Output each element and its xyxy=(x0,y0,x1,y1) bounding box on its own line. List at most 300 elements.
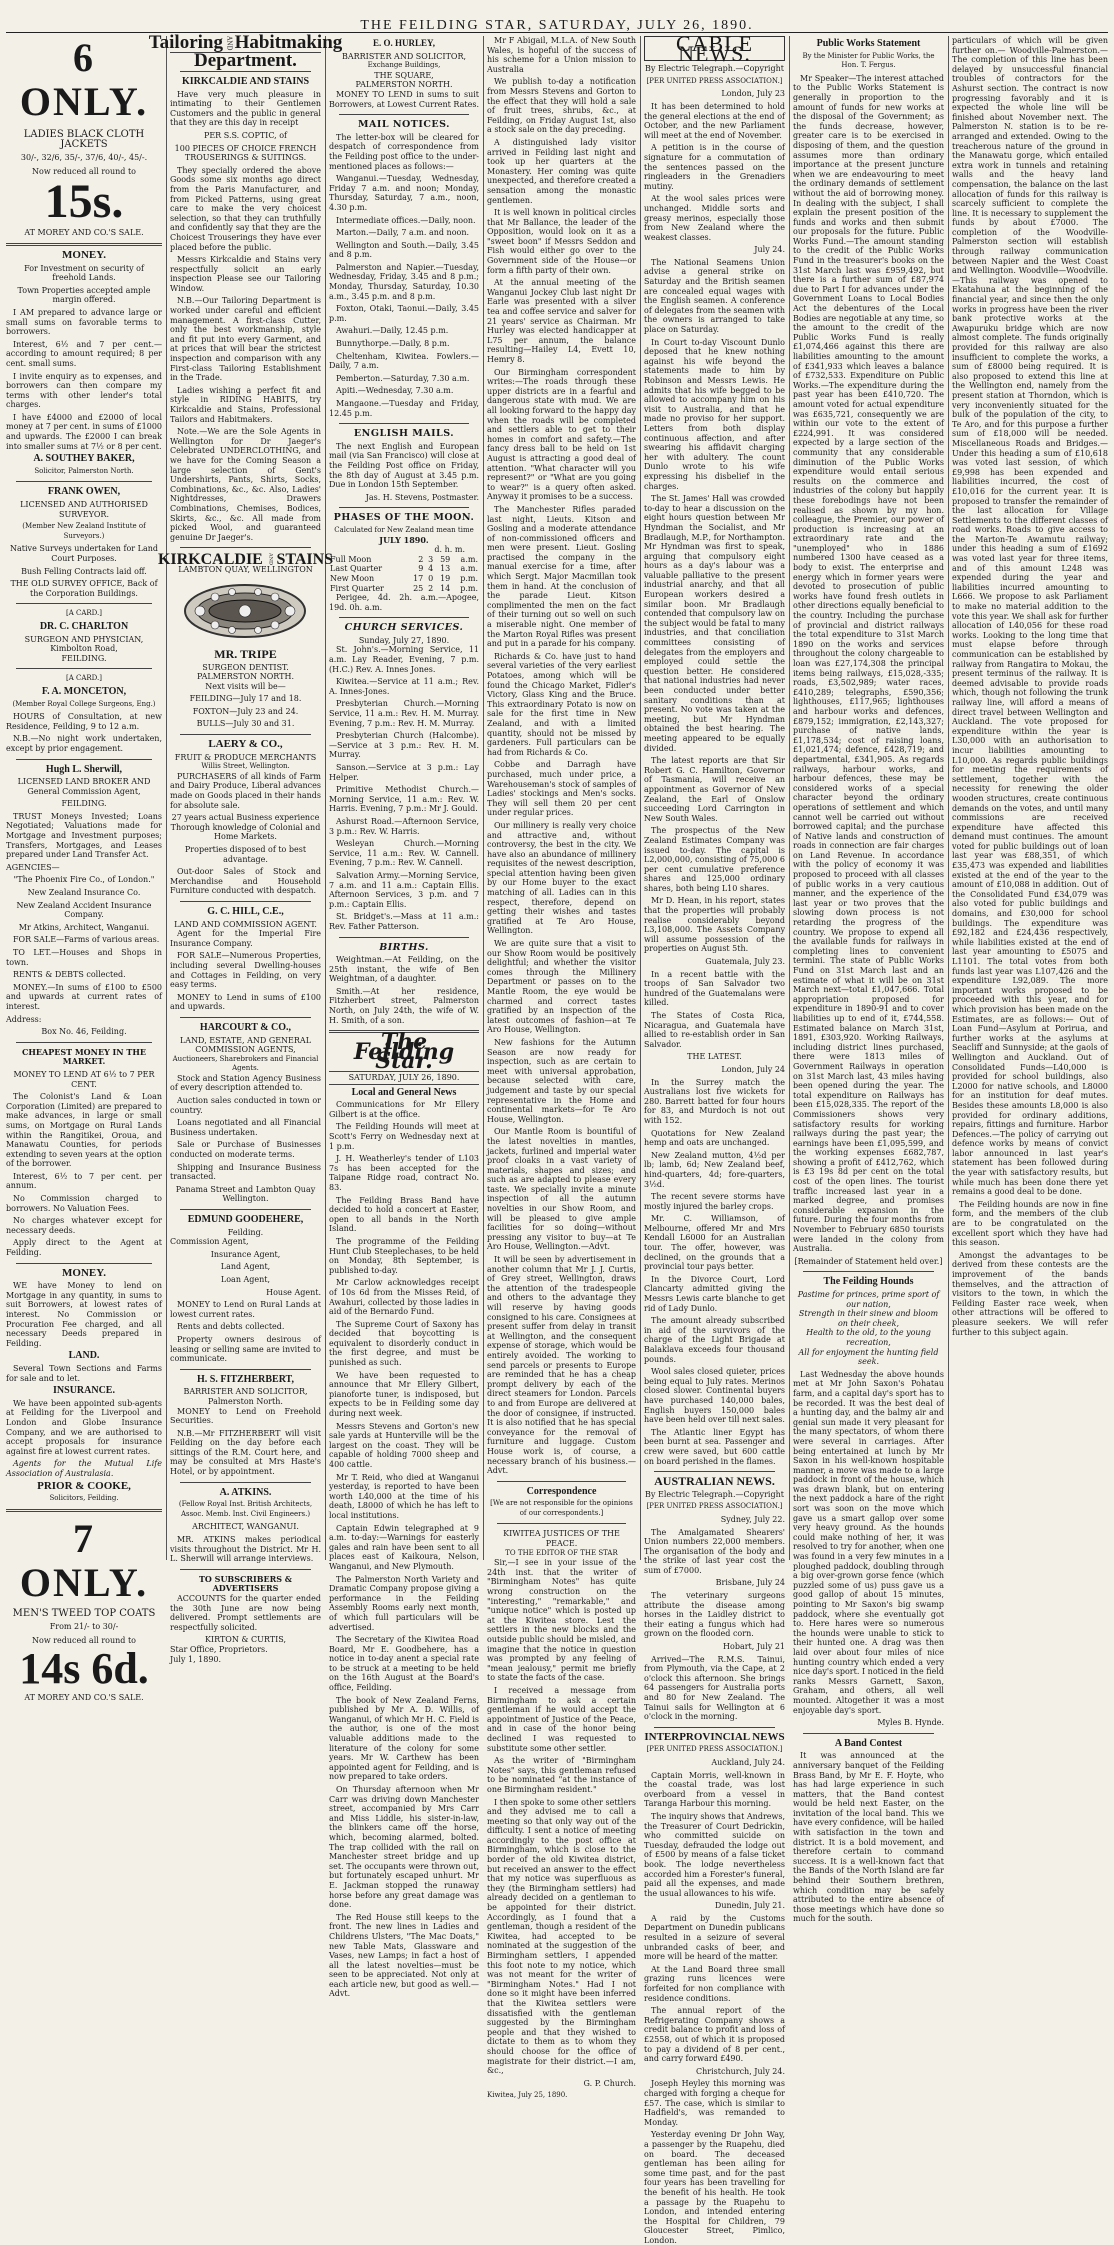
text: N.B.—Mr FITZHERBERT will visit Feilding on the day before each sittings of the R.M. Court here, and may be consulted at Mrs Haste's Hotel, or by appointment. xyxy=(170,1428,321,1477)
poem-line: Strength in their sinew and bloom on their cheek, xyxy=(798,1309,939,1328)
text: The Feilding hounds are now in fine form, and the members of the club are to be congratulated on the excellent sport which they have had this season. xyxy=(952,1199,1108,1248)
moon-phase-cell: 2 xyxy=(428,583,434,593)
text: We publish to-day a notification from Messrs Stevens and Gorton to the effect that they will hold a sale of fruit trees, shrubs, &c., at Feilding, on Friday August 1st, also a stock sale on the day preceding. xyxy=(487,77,636,135)
text: LICENSED LAND BROKER AND General Commission Agent, xyxy=(17,777,151,796)
text: Weightman.—At Feilding, on the 25th instant, the wife of Ben Weightman, of a daughter. xyxy=(329,955,479,984)
ad-price: 14s 6d. xyxy=(19,1644,149,1694)
text: SURGEON AND PHYSICIAN, xyxy=(24,634,144,644)
text: Communications for Mr Ellery Gilbert is at the office. xyxy=(329,1100,479,1119)
heading: MONEY. xyxy=(62,1266,106,1279)
dateline: London, July 24 xyxy=(721,1064,785,1074)
advertiser-name: KIRKCALDIE AND STAINS xyxy=(181,76,310,87)
text: TO THE EDITOR OF THE STAR xyxy=(505,1548,618,1557)
text: "The Phoenix Fire Co., of London." xyxy=(13,875,155,885)
text: LAMBTON QUAY, WELLINGTON xyxy=(178,565,313,575)
text: MONEY to Lend on Freehold Securities. xyxy=(170,1406,321,1426)
text: G. P. Church. xyxy=(583,2078,636,2088)
text: BARRISTER AND SOLICITOR, xyxy=(341,51,467,61)
text: Have very much pleasure in intimating to their Gentlemen Customers and the public in general that they are this day in receipt xyxy=(170,89,321,128)
text: MONEY.—In sums of £100 to £500 and upwards at current rates of interest. xyxy=(6,982,162,1011)
text: It will be seen by advertisement in another column that Mr J. J. Curtis, of Grey street, Wellington, draws the attention of the tradespeople and others to the advantage they will reserve by having goods consigned to his care. Consignees at present suffer from delay in transit at Wellington, and the consequent expense of storage, which would be entirely avoided. The working to send parcels or presents to Europe are reminded that he has a cheap prompt delivery by each of the direct steamers for London. Parcels to and from Europe are delivered at the door of consignee, if instructed. It is also notified that he has special conveyance for the removal of furniture and luggage. Custom House work is, of course, a necessary branch of his business.—Advt. xyxy=(487,1255,636,1476)
text: We have been appointed sub-agents at Feilding for the Liverpool and London and Globe Insurance Company, and we are authorised to accept proposals for insurance against fire at lowest current rates. xyxy=(6,1398,162,1456)
moon-phase-cell: 19 xyxy=(440,573,451,583)
moon-phase-cell: 17 xyxy=(413,573,424,583)
text: Property owners desirous of leasing or selling same are invited to communicate. xyxy=(170,1334,321,1364)
masthead xyxy=(6,4,1108,33)
text: Willis Street, Wellington. xyxy=(201,762,290,771)
text: particulars of which will be given further on.— Woodville-Palmerston.—The completion of this line has been delayed by unsuccessful financial troubles of contractors for the Ashurst section. The contract is now progressing favorably and it is expected the whole line will be finished about November next. The Palmerston N. station is to be re-arranged and extended. Owing to the treacherous nature of the ground in the Manawatu gorge, which entailed extra work in tunnels and retaining walls and the heavy land compensation, the balance on the last allocation of funds for this railway is scarcely sufficient to complete the line. It is necessary to supplement the funds by about £7000. The completion of the Woodville-Palmerston section will establish through railway communication between Napier and the West Coast and Wellington. Woodville—Woodville.—This railway was opened to Ekatahuna at the beginning of the financial year, and since then the only works in progress have been the river bank protective works at the Awapuruku bridge which are now almost complete. The funds originally provided for this railway are also insufficient to complete the works, a sum of £8000 being required. It is also proposed to extend this line at the Wellington end, namely from the present station at Thorndon, which is very inconveniently situated for the bulk of the population of the city, to Te Aro, and for this purpose a further sum of £18,000 will be needed. Miscellaneous Roads and Bridges.—Under this heading a sum of £10,618 was voted last session, of which £9,998 has been expended and liabilities incurred, the cost of £10,016 for the current year. It is proposed to transfer the remainder of the last allocation for Village Settlements to the different classes of road works. Roads to give access to the Marton-Te Awamutu railway; under this heading a sum of £1692 was voted last year for three items, and of this amount L248 was expended during the year and liabilities incurred amounting to L666. We propose to ask Parliament to make no material addition to the vote this year. We shall ask for further allocation of L40,056 for these road works. Looking to the long time that must elapse before through communication can be established by railway from Rangatira to Mokau, the present terminus of the railway. It is deemed advisable to provide roads which, though not following the trunk railway line, will afford a means of direct travel between Wellington and Auckland. The vote proposed for expenditure within the year is L30,000 with an authorisation to incur liabilities amounting to L10,000. As regards public buildings for meeting the requirements of settlement, together with the necessity for renewing the older wooden structures, create continuous demands on the votes, and until many commissions are received expenditure have affected this demand must continues. The amount voted for public buildings out of loan last year was £88,351, of which £35,473 was expended and liabilities existed at the end of the year to the amount of £10,088 in addition. Out of the Consolidated Fund £34,079 was also voted for public buildings and domains, and £30,000 for school buildings. The expenditure was £92,182 and £24,436 respectively, while liabilities existed at the end of last year amounting to £5075 and L1101. The total votes from both funds last year was L107,426 and the expenditure L92,089. The more important works proposed to be proceeded with this year, and for which provision has been made on the Estimates, are as follows:— Out of Loan Fund—Asylum at Porirua, and further works at the asylums at Seacliff and Sunnyside; at the gaols of Wellington and Auckland. Out of Consolidated Funds—L40,000 is provided for school buildings, also L2000 for native schools, and L8000 for an institution for deaf mutes. Besides these amounts L8,000 is also provided for ordinary additions, repairs, fittings and furniture. Harbor Defences.—The policy of carrying out defence works by means of convict labor announced in last year's statement has been followed during the year with satisfactory results, but while much has been done there yet remains a good deal to be done. xyxy=(952,36,1108,1197)
text: New Zealand Insurance Co. xyxy=(27,888,141,898)
text: Wanganui.—Tuesday, Wednesday, Friday 7 a.m. and noon; Monday, Thursday, Saturday, 7 a.m., noon, 4.30 p.m. xyxy=(329,174,479,212)
text: Awahuri.—Daily, 12.45 p.m. xyxy=(336,326,449,336)
text: A distinguished lady visitor arrived in Feilding last night and took up her quarters at the Monastery. Her coming was quite unexpected, and therefore created a sensation among the monastic gentlemen. xyxy=(487,137,636,205)
newspaper-title: The Feilding Star. xyxy=(353,1029,455,1075)
column-1 xyxy=(6,35,162,1703)
text: FRUIT & PRODUCE MERCHANTS xyxy=(174,752,317,762)
text: Apiti.—Wednesday, 7.30 a.m. xyxy=(336,386,454,396)
heading: LAND. xyxy=(68,1350,100,1362)
text: The next English and European mail (via San Francisco) will close at the Feilding Post office on Friday, the 8th day of August at 3.45 p.m. Due in London 15th September. xyxy=(329,441,479,490)
text: [We are not responsible for the opinions of our correspondents.] xyxy=(490,1499,633,1517)
heading: CHURCH SERVICES. xyxy=(344,622,464,634)
text: 100 PIECES OF CHOICE FRENCH TROUSERINGS & SUITINGS. xyxy=(174,143,317,163)
text: New Zealand Accident Insurance Company. xyxy=(16,900,152,920)
moon-phase-row xyxy=(329,555,479,565)
text: 27 years actual Business experience Thorough knowledge of Colonial and Home Markets. xyxy=(170,813,321,842)
text: Stock and Station Agency Business of every description attended to. xyxy=(170,1073,321,1093)
text: CHEAPEST MONEY IN THE MARKET. xyxy=(21,1046,147,1067)
text: JULY 1890. xyxy=(379,534,429,545)
text: Sunday, July 27, 1890. xyxy=(358,635,450,645)
dateline: Brisbane, July 24 xyxy=(715,1578,785,1588)
header-word: Tailoring xyxy=(148,32,223,54)
text: In the Surrey match the Australians lost five wickets for 280. Barrett batted for four hours for 83, and Murdoch is not out with 152. xyxy=(644,1077,785,1125)
text: LAND AND COMMISSION AGENT. xyxy=(174,919,317,929)
column-6 xyxy=(793,36,944,1924)
moon-phase-cell: 0 xyxy=(428,573,434,583)
text: The Secretary of the Kiwitea Road Board, Mr E. Goodbehere, has a notice in to-day anent a special rate to be struck at a meeting to be held on the 16th August at the Board's office, Feilding. xyxy=(329,1635,479,1693)
text: Loan Agent, xyxy=(220,1274,271,1284)
moon-phase-cell: Full Moon xyxy=(330,554,372,564)
text: WE have Money to lend on Mortgage in any quantity, in sums to suit Borrowers, at lowest rates of interest. No Commission or Procuration Fee charged, and all necessary Deeds prepared in Feilding. xyxy=(6,1281,162,1348)
text: The Manchester Rifles paraded last night, Lieuts. Kitson and Gosling and a moderate attendance of non-commissioned officers and men were present. Lieut. Gosling practised the company in the manual exercise for a time, after which Sergt. Major Macmillan took them in hand. At the conclusion of the parade Lieut. Kitson complimented the men on the fact of their turning out so well on such a miserable night. One member of the Marton Royal Rifles was present and put in a parade for his company. xyxy=(487,504,636,649)
ad-headline: 7 ONLY. xyxy=(19,1515,149,1605)
text: Several Town Sections and Farms for sale and to let. xyxy=(6,1363,162,1383)
text: New Zealand mutton, 4½d per lb; lamb, 6d; New Zealand beef, hind-quarters, 4d; fore-quarters, 3½d. xyxy=(644,1150,785,1189)
text: St. Bridget's.—Mass at 11 a.m.: Rev. Father Patterson. xyxy=(329,912,479,931)
ad-line: AT MOREY AND CO.'S SALE. xyxy=(24,228,144,238)
text: Wool sales closed quieter, prices being equal to July rates. Merinos closed slower. Continental buyers have purchased 140,000 bales, English buyers 150,000 bales have been held over till next sales. xyxy=(644,1367,785,1425)
advertiser-name: HARCOURT & CO., xyxy=(199,1021,292,1033)
text: Perigee, 4d. 2h. a.m.—Apogee, 19d. 0h. a.m. xyxy=(329,593,479,612)
text: PURCHASERS of all kinds of Farm and Dairy Produce, Liberal advances made on Goods placed in their hands for absolute sale. xyxy=(170,771,321,810)
text: The amount already subscribed in aid of the survivors of the charge of the Light Brigade at Balaklava exceeds four thousand pounds. xyxy=(644,1316,785,1364)
text: The St. James' Hall was crowded to-day to hear a discussion on the eight hours question between Mr Hyndman the Socialist, and Mr Bradlaugh, M.P., for Northampton. Mr Hyndman was first to speak, arguing that compulsory eight hours as a day's labour was a valuable palliative to the present industrial anarchy, and that all European workers desired a similar boon. Mr Bradlaugh contended that compulsory law on the subject would be fatal to many industries, and that conciliation committees consisting of delegates from the employers and employed could settle the question better. He considered that national industries had never been conducted under better sanitary conditions than at present. No vote was taken at the meeting, but Mr Hyndman obtained the best hearing. The meeting appeared to be equally divided. xyxy=(644,494,785,753)
text: We are quite sure that a visit to our Show Room would be positively delightful; and whether the visitor comes through the Millinery Department or passes on to the Mantle Room, the eye would be charmed and correct tastes gratified by an inspection of the latest outcomes of fashion—at Te Aro House, Wellington. xyxy=(487,939,636,1035)
text: RENTS & DEBTS collected. xyxy=(13,970,126,980)
text: The letter-box will be cleared for despatch of correspondence from the Feilding post office to the under-mentioned places as follows:— xyxy=(329,132,479,171)
text: Properties disposed of to best advantage. xyxy=(184,845,307,864)
text: Presbyterian Church.—Morning Service, 11 a.m.: Rev. H. M. Murray. Evening, 7 p.m.: Rev. H. M. Murray. xyxy=(329,699,479,728)
dateline: Auckland, July 24. xyxy=(711,1757,785,1767)
column-rule xyxy=(789,36,790,1560)
section-title: CABLE NEWS. xyxy=(644,36,785,61)
text: FEILDING—July 17 and 18. xyxy=(189,694,302,704)
text: Solicitor, Palmerston North. xyxy=(34,466,134,475)
text: Salvation Army.—Morning Service, 7 a.m. and 11 a.m.: Captain Ellis. Afternoon Services, 3 p.m. and 7 p.m.: Captain Ellis. xyxy=(329,870,479,909)
dateline: Christchurch, July 24. xyxy=(695,2066,785,2076)
text: ARCHITECT, WANGANUI. xyxy=(192,1522,299,1532)
text: KIWITEA JUSTICES OF THE PEACE. xyxy=(503,1529,620,1549)
dateline: Hobart, July 21 xyxy=(723,1642,785,1652)
text: Sanson.—Service at 3 p.m.: Lay Helper. xyxy=(329,763,479,782)
text: I received a message from Birmingham to ask a certain gentleman if he would accept the appointment of Justice of the Peace, and in case of the honor being declined I was requested to substitute some other settler. xyxy=(487,1685,636,1753)
text: Captain Morris, well-known in the coastal trade, was lost overboard from a vessel in Taranga Harbour this morning. xyxy=(644,1770,785,1809)
text: SURGEON DENTIST. xyxy=(202,662,289,672)
advertiser-name: LAERY & CO., xyxy=(208,738,283,751)
text: Last Wednesday the above hounds met at Mr John Saxon's Pohatau farm, and a capital day's sport has to be recorded. It was the best deal of a hunting day, and the balmy air and genial sun made it very pleasant for the many spectators, of whom there were several in carriages. After being entertained at lunch by Mr Saxon in his well-known hospitable manner, a move was made to a large paddock in front of the house, which was drawn blank, but on entering the next paddock a hare of the right sort was soon on the move which gave us a smart gallop over some very heavy ground. As the hounds could make nothing of her, it was resolved to try for another, when one was found in a very few minutes in a ploughed paddock, doubling through a big over-grown gorse fence (which puzzled some of us) puss gave us a good gallop of about 15 minutes, pointing to Mr Saxon's big swamp paddock, where she eventually got to. Here hares were so numerous the hounds were unable to stick to their hunted one. A drag was then laid over about four miles of nice hunting country which ended a very nice day's sport. I noticed in the field ranks Messrs Garnett, Saxon, Graham, and others, all well mounted. Altogether it was a most enjoyable day's sport. xyxy=(793,1369,944,1715)
advertiser-name: A. SOUTHEY BAKER, xyxy=(33,453,135,465)
text: THE OLD SURVEY OFFICE, Back of the Corporation Buildings. xyxy=(10,579,158,598)
text: FOR SALE—Numerous Properties, including several Dwelling-houses and Cottages in Feilding, on very easy terms. xyxy=(170,951,321,990)
ad-line: Now reduced all round to xyxy=(32,166,136,176)
text: N.B.—Our Tailoring Department is worked under careful and efficient management. A first-class Cutter, only the best workmanship, style and fit put into every Garment, and at prices that will bear the strictest inspection and comparison with any First-class Tailoring Establishment in the Trade. xyxy=(170,296,321,383)
text: Sir,—I see in your issue of the 24th inst. that the writer of "Birmingham Notes" has quite wrong construction on the "interesting," "remarkable," and "unique notice" which is posted up at the Kiwitea store. Lest the settlers in the new blocks and the outside public should be misled, and imagine that the notice in question was prompted by any feeling of "mean jealousy," permit me briefly to state the facts of the case. xyxy=(487,1558,636,1683)
text: Joseph Heyley this morning was charged with forging a cheque for £57. The case, which is similar to Hadfield's, was remanded to Monday. xyxy=(644,2079,785,2127)
ad-line: MEN'S TWEED TOP COATS xyxy=(12,1607,156,1619)
text: FOXTON—July 23 and 24. xyxy=(192,706,299,716)
text: The Red House still keeps to the front. The new lines in Ladies and Childrens Ulsters, "The Mac Doats," new Table Mats, Glassware and Vases, new Lamps; in fact a host of all the latest novelties—must be seen to be appreciated. Not only at each article new, but good as well.—Advt. xyxy=(329,1912,479,1999)
text: Palmerston and Napier.—Tuesday, Wednesday, Friday, 3.45 and 8 p.m.; Monday, Thursday, Saturday, 10.30 a.m., 3.45 p.m. and 8 p.m. xyxy=(329,262,479,301)
text: N.B.—No night work undertaken, except by prior engagement. xyxy=(6,734,162,753)
text: HOURS of Consultation, at new Residence, Feilding, 9 to 12 a.m. xyxy=(6,712,162,731)
text: As the writer of "Birmingham Notes" says, this gentleman refused to be nominated "at the instance of one Birmingham resident." xyxy=(487,1756,636,1794)
header-word: STAINS xyxy=(276,550,334,568)
heading: MONEY. xyxy=(62,248,106,261)
text: Mangaone.—Tuesday and Friday, 12.45 p.m. xyxy=(329,399,479,418)
text: Our Birmingham correspondent writes:—The roads through these upper districts are in a fearful and dangerous state with mud. We are all looking forward to the happy day when the roads will be completed and settlers able to get to their homes in comfort and safety.—The fancy dress ball to be held on 1st August is attracting a good deal of attention. "What character will you represent?" or "What are you going to wear?" is a query often asked. Anyway it promises to be a success. xyxy=(487,367,636,502)
text: Feilding. xyxy=(227,1227,264,1237)
text: SATURDAY, JULY 26, 1890. xyxy=(329,1071,479,1085)
column-4 xyxy=(487,36,636,2100)
text: The annual report of the Refrigerating Company shows a credit balance to profit and loss of £2558, out of which it is proposed to pay a dividend of 8 per cent., and carry forward £490. xyxy=(644,2006,785,2064)
poem-line: All for enjoyment the hunting field seek. xyxy=(798,1347,939,1367)
moon-phase-cell: p.m. xyxy=(460,583,478,593)
text: THE SQUARE, xyxy=(374,70,434,80)
text: Native Surveys undertaken for Land Court Purposes. xyxy=(10,544,158,563)
text: Agents for the Mutual Life Association of Australasia. xyxy=(6,1459,162,1478)
text: Solicitors, Feilding. xyxy=(49,1494,119,1503)
dateline: Sydney, July 22. xyxy=(720,1514,785,1524)
text: On Thursday afternoon when Mr Carr was driving down Manchester street, accompanied by Mrs Carr and Miss Liddle, his sister-in-law, the blinkers came off the horse, which, becoming alarmed, bolted. The trap collided with the rail on Manchester street bridge and up set. The occupants were thrown out, but fortunately escaped unhurt. Mr E. Jackman stopped the runaway horse before any great damage was done. xyxy=(329,1785,479,1910)
section-title: The Feilding Hounds xyxy=(823,1276,914,1288)
text: We have been requested to announce that Mr Ellery Gilbert, pianoforte tuner, is indisposed, but expects to be in Feilding some day during next week. xyxy=(329,1370,479,1419)
text: They specially ordered the above Goods some six months ago direct from the Paris Manufacturer, and from Picked Patterns, using great care to make the very choicest selection, so that they can truthfully and confidently say that they are the Choicest Trouserings they have ever placed before the public. xyxy=(170,165,321,252)
ad-prices: From 21/- to 30/- xyxy=(49,1622,119,1632)
text: Pemberton.—Saturday, 7.30 a.m. xyxy=(336,373,470,383)
text: By Electric Telegraph.—Copyright xyxy=(645,1489,784,1499)
text: TRUST Moneys Invested; Loans Negotiated; Valuations made for Mortgage and Investment purposes; Transfers, Mortgages, and Leases prepared under Land Transfer Act. xyxy=(6,811,162,860)
text: Star Office, Proprietors. xyxy=(170,1644,268,1654)
text: Mr Atkins, Architect, Wanganui. xyxy=(18,922,150,932)
text: Messrs Stevens and Gorton's new sale yards at Hunterville will be the largest on the coast. They will be capable of holding 7000 sheep and 400 cattle. xyxy=(329,1421,479,1469)
dateline: Guatemala, July 23. xyxy=(705,957,785,967)
text: The Palmerston North Variety and Dramatic Company propose giving a performance in the Feilding Assembly Rooms early next month, of which full particulars will be advertised. xyxy=(329,1574,479,1632)
text: The Colonist's Land & Loan Corporation (Limited) are prepared to make advances, in large or small sums, on Mortgage on Rural Lands within the Rangitikei, Oroua, and Manawatu Counties, for periods extending to seven years at the option of the borrower. xyxy=(6,1092,162,1169)
moon-phase-cell: New Moon xyxy=(330,573,375,583)
text: Presbyterian Church (Halcombe).—Service at 3 p.m.: Rev. H. M. Murray. xyxy=(329,731,479,760)
text: Bunnythorpe.—Daily, 8 p.m. xyxy=(336,339,450,349)
moon-phase-cell: Last Quarter xyxy=(330,564,383,574)
heading: Local and General News xyxy=(351,1086,457,1098)
text: (Member New Zealand Institute of Surveyors.) xyxy=(22,522,146,540)
text: The inquiry shows that Andrews, the Treasurer of Court Dedrickin, who committed suicide on Tuesday, defrauded the lodge out of £500 by means of a false ticket book. The lodge nevertheless accorded him a Forester's funeral, paid all the expenses, and made the usual allowances to his wife. xyxy=(644,1811,785,1898)
ad-line: Now reduced all round to xyxy=(32,1635,136,1645)
text: FEILDING. xyxy=(61,799,107,809)
text: Auction sales conducted in town or country. xyxy=(170,1096,321,1115)
text: The States of Costa Rica, Nicaragua, and Guatemala have allied to re-establish order in San Salvador. xyxy=(644,1011,785,1049)
header-word: AND xyxy=(225,36,233,51)
dateline: July 24. xyxy=(754,245,785,255)
moon-phase-cell: a.m. xyxy=(460,564,478,574)
text: PALMERSTON NORTH. xyxy=(355,80,453,90)
text: House Agent. xyxy=(266,1287,321,1297)
text: Our Mantle Room is bountiful of the latest novelties in mantles, jackets, furlined and imperial water proof cloaks in a vast variety of materials, shapes and sizes; and such as are adapted to please every taste. We specially invite a minute inspection of all the autumn novelties in our Show Room, and will be pleased to give ample facilities for so doing—without pressing any visitor to buy—at Te Aro House, Wellington.—Advt. xyxy=(487,1127,636,1252)
heading: PHASES OF THE MOON. xyxy=(333,512,475,524)
text: Insurance Agent, xyxy=(210,1249,281,1259)
ad-price: 15s. xyxy=(44,175,124,229)
text: It is well known in political circles that Mr Ballance, the leader of the Opposition, would look on it as a "sweet boon" if Messrs Seddon and Fish would either go over to the Government side of the House—or form a fifth party of their own. xyxy=(487,208,636,275)
poem-line: Health to the old, to the young recreation, xyxy=(806,1328,931,1347)
text: d. h. m. xyxy=(434,545,465,555)
ks-header xyxy=(157,550,334,568)
section-title: A Band Contest xyxy=(834,1737,903,1749)
text: FOR SALE—Farms of various areas. xyxy=(13,935,160,945)
text: Kiwitea.—Service at 11 a.m.; Rev. A. Innes-Jones. xyxy=(329,677,479,696)
text: Wellington and South.—Daily, 3.45 and 8 p.m. xyxy=(329,240,479,260)
text: New fashions for the Autumn Season are now ready for inspection, such as are certain to meet with universal approbation, because selected with care, judgement and taste by our special representative in the Home and continental markets—for Te Aro House, Wellington. xyxy=(487,1037,636,1124)
text: By Electric Telegraph.—Copyright xyxy=(645,64,784,74)
text: Kimbolton Road, xyxy=(50,644,118,654)
column-3 xyxy=(329,36,479,1999)
text: Ashurst Road.—Afternoon Service, 3 p.m.: Rev. W. Harris. xyxy=(329,816,479,836)
text: Loans negotiated and all Financial Business undertaken. xyxy=(170,1118,321,1137)
text: Richards & Co. have just to hand several varieties of the very earliest Potatoes, among which will be found the Chicago Market, Fidler's Victory, Glass King and the Bruce. This extraordinary Potato is now on sale for the first time in New Zealand, and with a limited quantity, should not be missed by gardeners. Full particulars can be had from Richards & Co. xyxy=(487,651,636,757)
text: TO LET.—Houses and Shops in town. xyxy=(6,948,162,967)
moon-phase-cell: 3 xyxy=(428,554,434,564)
advertiser-name: G. C. HILL, C.E., xyxy=(207,905,284,917)
text: MR. ATKINS makes periodical visits throughout the District. Mr H. L. Sherwill will arrange interviews. xyxy=(170,1535,321,1564)
text: At the Land Board three small grazing runs licences were forfeited for non compliance with residence conditions. xyxy=(644,1964,785,2003)
heading: INSURANCE. xyxy=(53,1385,115,1397)
text: Intermediate offices.—Daily, noon. xyxy=(336,215,476,225)
heading: ENGLISH MAILS. xyxy=(353,428,455,440)
text: Messrs Kirkcaldie and Stains very respectfully solicit an early inspection Please see our Tailoring Window. xyxy=(170,255,321,293)
text: BULLS—July 30 and 31. xyxy=(196,719,295,729)
ad-line: AT MOREY AND CO.'S SALE. xyxy=(24,1693,144,1703)
text: ACCOUNTS for the quarter ended the 30th June are now being delivered. Prompt settlements are respectfully solicited. xyxy=(170,1594,321,1632)
heading: THE LATEST. xyxy=(687,1052,742,1062)
moon-phase-row xyxy=(329,564,479,574)
text: The latest reports are that Sir Robert G. C. Hamilton, Governor of Tasmania, will receive an appointment as Governor of New Zealand, the Earl of Onslow succeeding Lord Carrington in New South Wales. xyxy=(644,756,785,823)
text: Interest, 6½ to 7 per cent. per annum. xyxy=(6,1171,162,1191)
advertiser-name: H. S. FITZHERBERT, xyxy=(197,1373,294,1385)
heading: TO SUBSCRIBERS & ADVERTISERS xyxy=(198,1573,293,1594)
text: In the Divorce Court, Lord Clancarty admitted giving the Messrs Lewis carte blanche to get rid of Lady Dunlo. xyxy=(644,1274,785,1313)
text: The book of New Zealand Ferns, published by Mr A. D. Willis, of Wanganui, of which Mr H. C. Field is the author, is one of the most valuable additions made to the literature of the colony for some years. Mr W. Carthew has been appointed agent for Feilding, and is now prepared to take orders. xyxy=(329,1695,479,1782)
column-5 xyxy=(644,31,785,2245)
text: The Atlantic liner Egypt has been burnt at sea. Passenger and crew were saved, but 600 cattle on board perished in the flames. xyxy=(644,1427,785,1466)
text: Address: xyxy=(6,1014,42,1024)
text: It was announced at the anniversary banquet of the Feilding Brass Band, by Mr E. F. Hoyte, who has had large experience in such matters, that the Band contest would be held next Easter, on the invitation of the local band. This we have every confidence, will be hailed with satisfaction in the town and district. It is a bold movement, and therefore certain to command success. It is a well-known fact that the Bands of the North Island are far behind their Southern brethren, which condition may be safely attributed to the entire absence of those meetings which have done so much for the south. xyxy=(793,1751,944,1924)
text: Mr F Abigail, M.L.A. of New South Wales, is hopeful of the success of his scheme for a Union mission to Australia xyxy=(487,36,636,74)
text: The veterinary surgeons attribute the disease among horses in the Laidley district to their eating a fungus which had grown on the flooded corn. xyxy=(644,1591,785,1639)
text: FEILDING. xyxy=(61,653,107,663)
text: Mr Carlow acknowledges receipt of 10s 6d from the Misses Reid, of Awahuri, collected by those ladies in aid of the Bernardo Fund. xyxy=(329,1278,479,1317)
text: Wesleyan Church.—Morning Service, 11 a.m.: Rev. W. Cannell. Evening, 7 p.m.: Rev. W. Cannell. xyxy=(329,839,479,868)
advertiser-name: PRIOR & COOKE, xyxy=(37,1479,131,1492)
text: The Feilding Hounds will meet at Scott's Ferry on Wednesday next at 1 p.m. xyxy=(329,1122,479,1151)
text: A petition is in the course of signature for a commutation of the sentences passed on the ringleaders in the Grenadiers mutiny. xyxy=(644,143,785,191)
advertiser-name: A. ATKINS. xyxy=(219,1486,272,1498)
text: Cheltenham, Kiwitea. Fowlers.—Daily, 7 a.m. xyxy=(329,351,479,371)
jewelled-brooch-illustration xyxy=(170,575,321,647)
text: Agent for the Imperial Fire Insurance Company. xyxy=(170,929,321,948)
poem xyxy=(793,1290,944,1367)
text: Foxton, Otaki, Taonui.—Daily, 3.45 p.m. xyxy=(329,304,479,323)
text: [A CARD.] xyxy=(65,674,102,683)
text: (Member Royal College Surgeons, Eng.) xyxy=(12,699,156,708)
text: PALMERSTON NORTH. xyxy=(196,672,294,682)
text: Mr D. Hean, in his report, states that the properties will probably realise considerably beyond L3,108,000. The Assets Company will assume possession of the properties on August 5th. xyxy=(644,896,785,954)
text: By the Minister for Public Works, the Hon. T. Fergus. xyxy=(802,51,935,70)
text: J. H. Weatherley's tender of L103 7s has been accepted for the Taipane Ridge road, contract No. 83. xyxy=(329,1154,479,1192)
text: Smith.—At her residence, Fitzherbert street, Palmerston North, on July 24th, the wife of W. H. Smith, of a son. xyxy=(329,986,479,1025)
text: The Amalgamated Shearers' Union numbers 22,000 members. The organisation of the body and the strike of last year cost the sum of £7000. xyxy=(644,1527,785,1575)
section-title: Public Works Statement xyxy=(816,38,921,49)
text: I AM prepared to advance large or small sums on favorable terms to borrowers. xyxy=(6,307,162,337)
text: [PER UNITED PRESS ASSOCIATION.] xyxy=(646,1502,783,1511)
text: Our millinery is really very choice and attractive and, without controversy, the best in the city. We have also an abundance of millinery requisites of the newest description, special attention having been given by our Home buyer to the exact matching of all. Ladies can in this respect, therefore, depend on getting their wishes and tastes gratified at Te Aro House, Wellington. xyxy=(487,820,636,936)
text: The Feilding Brass Band have decided to hold a concert at Easter, open to all bands in the North Island. xyxy=(329,1195,479,1234)
text: The prospectus of the New Zealand Estimates Company was issued to-day. The capital is L2,000,000, consisting of 75,000 6 per cent cumulative preference shares and 125,000 ordinary shares, both being L10 shares. xyxy=(644,826,785,893)
text: Interest, 6½ and 7 per cent.—according to amount required; 8 per cent. small sums. xyxy=(6,339,162,368)
text: [PER UNITED PRESS ASSOCIATION.] xyxy=(646,76,783,85)
text: For Investment on security of freehold Lands. xyxy=(24,263,144,283)
text: Marton.—Daily, 7 a.m. and noon. xyxy=(336,228,470,238)
text: Mr. C. Williamson, of Melbourne, offered Mr and Mrs Kendall L6000 for an Australian tour. The offer, however, was declined, on the grounds that a provincial tour pays better. xyxy=(644,1214,785,1272)
text: Captain Edwin telegraphed at 9 a.m. to-day:—Warnings for easterly gales and rain have been sent to all places east of Kaikoura, Nelson, Wanganui, and New Plymouth. xyxy=(329,1523,479,1571)
section-title: AUSTRALIAN NEWS. xyxy=(654,1474,775,1489)
text: I then spoke to some other settlers and they advised me to call a meeting so that only way out of the difficulty. I sent a notice of meeting accordingly to the post office at Birmingham, which is close to the border of the old Kiwitea district, but received an answer to the effect that my notice was superfluous as they (the Birmingham settlers) had already decided on a gentleman to be appointed for their district. Accordingly, as I found that a gentleman, though a resident of the Kiwitea, had accepted to be nominated at the suggestion of the Birmingham settlers, I appended this foot note to my notice, which was not meant for the writer of "Birmingham Notes." Had I not done so it might have been inferred that the Kiwitea settlers were dissatisfied with the gentleman suggested by the Birmingham people and that they wished to dictate to them as to whom they should choose for the office of magistrate for their district.—I am, &c., xyxy=(487,1797,636,2076)
text: Apply direct to the Agent at Feilding. xyxy=(6,1238,162,1258)
text: Sale or Purchase of Businesses conducted on moderate terms. xyxy=(170,1140,321,1160)
text: Yesterday evening Dr John Way, a passenger by the Ruapehu, died on board. The deceased gentleman has been ailing for some time past, and for the past four years has been travelling for the benefit of his health. He took a passage by the Ruapehu to London, and intended entering the Hospital for Children, 79 Gloucester Street, Pimlico, London. xyxy=(644,2130,785,2245)
text: Auctioneers, Sharebrokers and Financial Agents. xyxy=(172,1054,319,1073)
header-word: AND xyxy=(267,553,274,566)
section-title: INTERPROVINCIAL NEWS xyxy=(644,1730,785,1743)
text: Jas. H. Stevens, Postmaster. xyxy=(365,492,479,502)
text: Out-door Sales of Stock and Merchandise and Household Furniture conducted with despatch. xyxy=(170,867,321,896)
text: Mr T. Reid, who died at Wanganui yesterday, is reported to have been worth L40,000 at the time of his death, L8000 of which he has left to local institutions. xyxy=(329,1472,479,1520)
text: At the wool sales prices were unchanged. Middle sorts and greasy merinos, especially those from New Zealand where the weakest classes. xyxy=(644,194,785,242)
moon-phase-cell: 59 xyxy=(440,554,451,564)
advertiser-name: FRANK OWEN, xyxy=(47,486,121,498)
text: Commission Agent, xyxy=(170,1237,249,1247)
text: Land Agent, xyxy=(220,1262,271,1272)
poem-line: Pastime for princes, prime sport of our nation, xyxy=(797,1290,940,1309)
column-rule xyxy=(325,36,326,1560)
text: LAND, ESTATE, AND GENERAL COMMISSION AGENTS, xyxy=(179,1035,312,1055)
advertiser-name: F. A. MONCETON, xyxy=(41,685,127,697)
text: Ladies wishing a perfect fit and style in RIDING HABITS, try Kirkcaldie and Stains, Professional Tailors and Habitmakers. xyxy=(170,385,321,424)
advertiser-name: EDMUND GOODEHERE, xyxy=(187,1214,304,1225)
header-word: Habitmaking xyxy=(234,32,343,54)
text: Quotations for New Zealand hemp and oats are unchanged. xyxy=(644,1128,785,1148)
text: A raid by the Customs Department on Dunedin publicans resulted in a seizure of several unbranded casks of beer, and more will be heard of the matter. xyxy=(644,1913,785,1962)
text: St. John's.—Morning Service, 11 a.m. Lay Reader, Evening, 7 p.m. (H.C.) Rev. A. Innes Jones. xyxy=(329,645,479,674)
text: MONEY to Lend on Rural Lands at lowest current rates. xyxy=(170,1300,321,1319)
text: July 1, 1890. xyxy=(170,1654,222,1664)
text: It has been determined to hold the general elections at the end of October, and the new Parliament will meet at the end of November. xyxy=(644,101,785,140)
moon-phase-cell: 25 xyxy=(413,583,424,593)
text: Calculated for New Zealand mean time xyxy=(334,525,474,534)
moon-phase-cell: First Quarter xyxy=(330,583,384,593)
text: Myles B. Hynde. xyxy=(877,1718,944,1728)
moon-phase-cell: 9 xyxy=(418,564,424,574)
moon-phase-row xyxy=(329,574,479,584)
text: [Remainder of Statement held over.] xyxy=(794,1256,943,1266)
heading: MAIL NOTICES. xyxy=(358,119,450,131)
column-7 xyxy=(952,36,1108,1560)
text: Mr Speaker—The interest attached to the Public Works Statement is generally in proportion to the amount of funds for new works at the disposal of the Government; as the funds decrease, however, greater care is to be exercised in disposing of them, and the question assumes more than ordinary importance at the present juncture when we are endeavouring to meet the ordinary demands of settlement without the aid of borrowing money. In dealing with the subject, I shall explain the present position of the funds and works and then submit our proposals for the future. Public Works Fund.—The amount standing to the credit of the Public Works Fund in the treasurer's books on the 31st March last was £959,492, but there is a further sum of £87,974 due to Part I for advances under the Government Loans to Local Bodies Act the debentures of the Local Bodies are negotiable at any time, so the amount to the credit of the Public Works Fund is really £1,074,466 against this there are liabilities amounting to the amount of £341,933 which leaves a balance of £732,533. Expenditure on Public Works.—The expenditure during the past year has been £410,720. The amount voted for actual expenditure was £635,721, consequently we are within our vote to the extent of £224,991. It was considered expected by a large section of the community that any considerable diminution of the Public Works expenditure would entail serious results on the commerce and industries of the colony but happily these forebodings have not been realised as shown by my hon. colleague, the Premier, our power of production is increasing at an extraordinary rate and the "unemployed" who in 1886 numbered 1300 have ceased as a body to exist. The enterprise and energy which in former years were devoted to prosecution of public works have found fresh outlets in other directions equally beneficial to the country. Including the purchase of provincial and district railways the total expenditure to 31st March 1890 on the works and services throughout the colony chargeable to loan was £27,174,308 the principal items being railways, £15,028,-335; roads, £3,502,989; water races, £410,289; telegraphs, £590,356; lighthouses, £117,965; lighthouses and harbour works and defences, £879,152; immigration, £2,143,327; purchase of native lands, £1,178,534; cost of raising loans, £1,021,474; defence, £428,719; and departmental, £341,905. As regards railways, harbour works, and harbour defences, these may be considered works of a special character beyond the ordinary operations of settlement and which cannot well be carried out without borrowed capital; and the purchase of Native lands and construction of roads in connection are fair charges on Land Revenue. In accordance with the policy of economy it was proposed to proceed with all classes of public works in a very cautious manner, and the experience of the last year or two proves that the slowing down process is not retarding the progress of the country. We propose to expend all the available funds for railways in completing lines to convenient termini. The state of Public Works Fund on 31st March last and an estimate of what it will be on 31st March next—total £1,047,666. Total appropriation proposed for expenditure in 1890-91 and to cover liabilities up to end of it, £744,558. Estimated balance on March 31st, 1891, £303,920. Working Railways, including district lines purchased, there were 1813 miles of Government Railways in operation on 31st March last, 43 miles having been opened during the year. The total expenditure on Railways has been £15,028,335. The report of the Commissioners shows very satisfactory results for working railways during the past year; the earnings have been £1,095,599, and the working expenses £682,787, showing a profit of £412,762, which is £3 19s 8d per cent on the total cost of the open lines. The tourist traffic increased last year in a marked degree, and promises considerable expansion in the future. During the four months from November to February 6850 tourists were landed in the colony from Australia. xyxy=(793,73,944,1254)
text: No charges whatever except for necessary deeds. xyxy=(6,1216,162,1235)
text: Next visits will be— xyxy=(205,681,286,691)
column-rule xyxy=(640,36,641,1560)
text: KIRTON & CURTIS, xyxy=(204,1635,287,1645)
text: Town Properties accepted ample margin offered. xyxy=(17,285,151,305)
text: The recent severe storms have mostly injured the barley crops. xyxy=(644,1192,785,1211)
text: Kiwitea, July 25, 1890. xyxy=(487,2091,568,2100)
text: Rents and debts collected. xyxy=(177,1322,285,1332)
masthead-title: THE FEILDING STAR, SATURDAY, JULY 26, 1890. xyxy=(360,18,754,33)
text: Arrived—The R.M.S. Tainui, from Plymouth, via the Cape, at 2 o'clock this afternoon. She brings 64 passengers for Australia ports and 80 for New Zealand. The Tainui sails for Wellington at 6 o'clock in the morning. xyxy=(644,1654,785,1722)
text: LICENSED AND AUTHORISED SURVEYOR. xyxy=(20,500,148,519)
moon-phase-table xyxy=(329,555,479,593)
moon-phase-row xyxy=(329,584,479,594)
column-rule xyxy=(948,36,949,1560)
text: Box No. 46, Feilding. xyxy=(41,1027,127,1037)
advertiser-name: DR. C. CHARLTON xyxy=(39,620,129,632)
moon-phase-cell: 13 xyxy=(440,564,451,574)
column-rule xyxy=(166,36,167,1560)
text: [A CARD.] xyxy=(65,609,102,618)
text: In Court to-day Viscount Dunlo deposed that he knew nothing against his wife beyond the statements made to him by Robinson and Messrs Lewis. He admits that his wife begged to be allowed to accompany him on his visit to Australia, and that he made no proviso for her support. Letters from both display continuous affection, and after swearing his affidavit charging her with adultery. The count Dunlo wrote to his wife expressing his disbelief in the charges. xyxy=(644,337,785,491)
moon-phase-cell: p.m. xyxy=(460,573,478,583)
ad-headline: 6 ONLY. xyxy=(19,35,149,124)
text: BARRISTER AND SOLICITOR, xyxy=(183,1387,308,1397)
advertiser-name: MR. TRIPE xyxy=(214,646,277,661)
text: No Commission charged to borrowers. No Valuation Fees. xyxy=(6,1194,162,1213)
text: The Supreme Court of Saxony has decided that boycotting is equivalent to disorderly conduct in the first degree, and must be punished as such. xyxy=(329,1319,479,1368)
moon-phase-cell: 14 xyxy=(440,583,451,593)
text: The programme of the Feilding Hunt Club Steeplechases, to be held on Monday, 8th September, is published to-day. xyxy=(329,1236,479,1275)
text: MONEY TO LEND in sums to suit Borrowers, at Lowest Current Rates. xyxy=(329,89,479,109)
text: Primitive Methodist Church.—Morning Service, 11 a.m.: Rev. W. Harris. Evening, 7 p.m.: Mr J. Gould. xyxy=(329,785,479,814)
text: Palmerston North. xyxy=(208,1396,283,1406)
text: Exchange Buildings, xyxy=(367,61,441,70)
heading: BIRTHS. xyxy=(379,941,429,953)
